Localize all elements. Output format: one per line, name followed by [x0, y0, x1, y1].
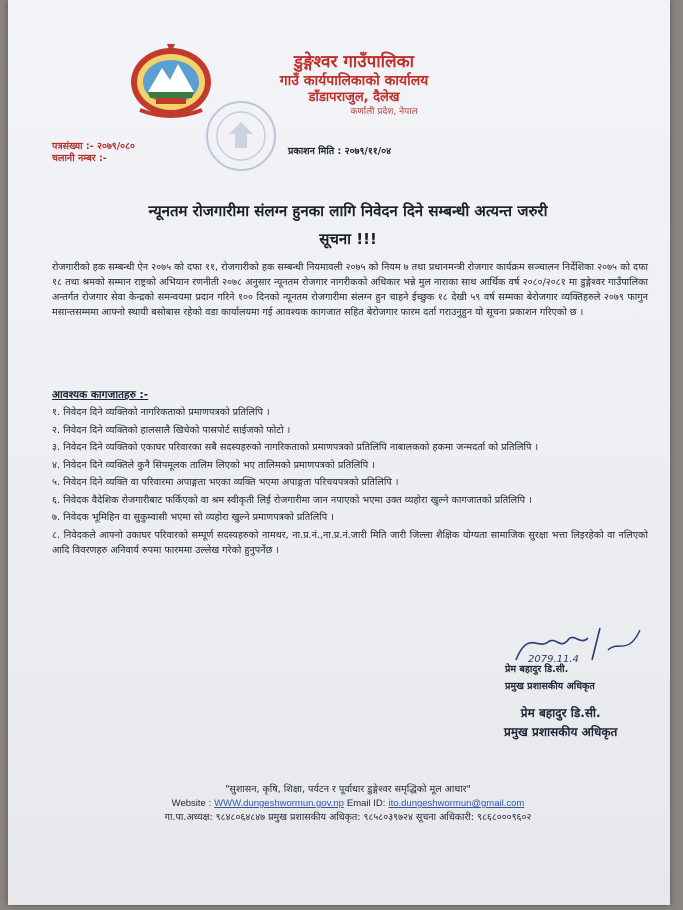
list-item: २. निवेदन दिने व्यक्तिको हालसालै खिचेको पासपोर्ट साईजको फोटो ।: [52, 424, 291, 436]
signature-date: 2079.11.4: [528, 654, 579, 665]
footer-contact-line: [68, 797, 628, 811]
dispatch-number: चलानी नम्बर :-: [52, 153, 107, 164]
list-item: १. निवेदन दिने व्यक्तिको नागरिकताको प्रमाणपत्रको प्रतिलिपि ।: [52, 407, 270, 418]
province-name: कर्णाली प्रदेश, नेपाल: [350, 107, 418, 117]
list-item: ३. निवेदन दिने व्यक्तिको एकाघर परिवारका सबै सदस्यहरुको नागरिकताको प्रमाणपत्रको प्रतिलिपि नाबालकको हकमा जन्मदर्ता को प्रतिलिपि ।: [52, 442, 539, 453]
notice-title-line1: न्यूनतम रोजगारीमा संलग्न हुनका लागि निवेदन दिने सम्बन्धी अत्यन्त जरुरी: [148, 202, 548, 220]
notice-paper: [8, 0, 670, 905]
office-name: गाउँ कार्यपालिकाको कार्यालय: [279, 73, 429, 89]
footer-slogan: "सुशासन, कृषि, शिक्षा, पर्यटन र पूर्वाधार डुङ्गेश्वर समृद्धिको मूल आधार": [225, 784, 471, 795]
signatory-block-large: [504, 704, 617, 742]
list-item: ५. निवेदन दिने व्यक्ति वा परिवारमा अपाङ्गता भएका व्यक्ति भएमा अपाङ्गता परिचयपत्रको प्रतिलिपि ।: [52, 477, 399, 488]
notice-title: [48, 197, 648, 253]
list-item: ७. निवेदक भूमिहिन वा सुकुम्वासी भएमा सो व्यहोरा खुल्ने प्रमाणपत्रको प्रतिलिपि ।: [52, 512, 334, 523]
office-seal-icon: [201, 96, 281, 176]
reference-block: [52, 141, 135, 165]
footer-phone-numbers: गा.पा.अध्यक्ष: ९८४८०६४८४७ प्रमुख प्रशासकीय अधिकृत: ९८५८०३९७२४ सूचना अधिकारी: ९८६८०००९६०२: [164, 812, 532, 823]
office-location: डाँडापराजुल, दैलेख: [308, 90, 400, 105]
letter-number: पत्रसंख्या :- २०७९/०८०: [52, 141, 135, 152]
signatory-name-large: प्रेम बहादुर डि.सी.: [520, 706, 601, 720]
documents-heading: आवश्यक कागजातहरु :-: [52, 389, 149, 401]
letterhead: [254, 52, 454, 118]
footer: [68, 783, 628, 825]
email-label: Email ID:: [346, 798, 386, 809]
notice-body: रोजगारीको हक सम्बन्धी ऐन २०७५ को दफा ११, रोजगारीको हक सम्बन्धी नियमावली २०७५ को नियम ७ तथा प्रधानमन्त्री रोजगार कार्यक्रम सञ्चालन निर्देशिका २०७५ को दफा १८ तथा श्रमको सम्मान राष्ट्रको अभियान रणनीती २०७८ अनुसार न्यूनतम रोजगार नागरीकको अधिकार भन्ने मुल नाराका साथ आर्थिक वर्ष २०८०/२०८१ मा डुङ्गेश्वर गाउँपालिका अन्तर्गत रोजगार सेवा केन्द्रको समन्वयमा प्रदान गरिने १०० दिनको न्यूनतम रोजगारीमा संलग्न हुन चाहने ईच्छुक १८ देखी ५९ वर्ष सम्मका बेरोजगार व्यक्तिहरुले २०७९ फागुन मसान्तसम्ममा आफ्नो स्थायी बसोबास रहेको वडा कार्यालयमा गई आवश्यक कागजात सहित बेरोजगार फारम दर्ता गराउनुहुन यो सूचना प्रकाशन गरिएको छ ।: [52, 262, 648, 318]
list-item: ६. निवेदक वैदेशिक रोजगारीबाट फर्किएको वा श्रम स्वीकृती लिई रोजगारीमा जान नपाएको भएमा उक्त व्यहोरा खुल्ने कागजातको प्रतिलिपि ।: [52, 494, 532, 506]
website-link[interactable]: WWW.dungeshwormun.gov.np: [214, 798, 344, 809]
signatory-block-small: [505, 661, 595, 695]
website-label: Website :: [171, 798, 212, 809]
documents-list: [52, 405, 648, 560]
signatory-name-small: प्रेम बहादुर डि.सी.: [505, 664, 569, 675]
publish-date: प्रकाशन मिति : २०७९/११/०४: [288, 146, 392, 157]
org-name: डुङ्गेश्वर गाउँपालिका: [293, 52, 415, 72]
signatory-title-small: प्रमुख प्रशासकीय अधिकृत: [505, 681, 595, 692]
list-item: ४. निवेदन दिने व्यक्तिले कुनै सिपमूलक तालिम लिएको भए तालिमको प्रमाणपत्रको प्रतिलिपि ।: [52, 459, 375, 471]
signatory-title-large: प्रमुख प्रशासकीय अधिकृत: [504, 725, 618, 739]
notice-title-line2: सूचना !!!: [319, 230, 377, 248]
list-item: ८. निवेदकले आफ्नो उकाघर परिवारको सम्पूर्ण सदस्यहरुको नामथर, ना.प्र.नं.,ना.प्र.नं.जारी मिति जारी जिल्ला शैक्षिक योग्यता सामाजिक सुरक्षा भत्ता लिइरहेको वा नलिएको आदि विवरणहरु अनिवार्य रुपमा फारममा उल्लेख गरेको हुनुपर्नेछ ।: [52, 529, 648, 556]
email-link[interactable]: ito.dungeshwormun@gmail.com: [388, 798, 525, 809]
